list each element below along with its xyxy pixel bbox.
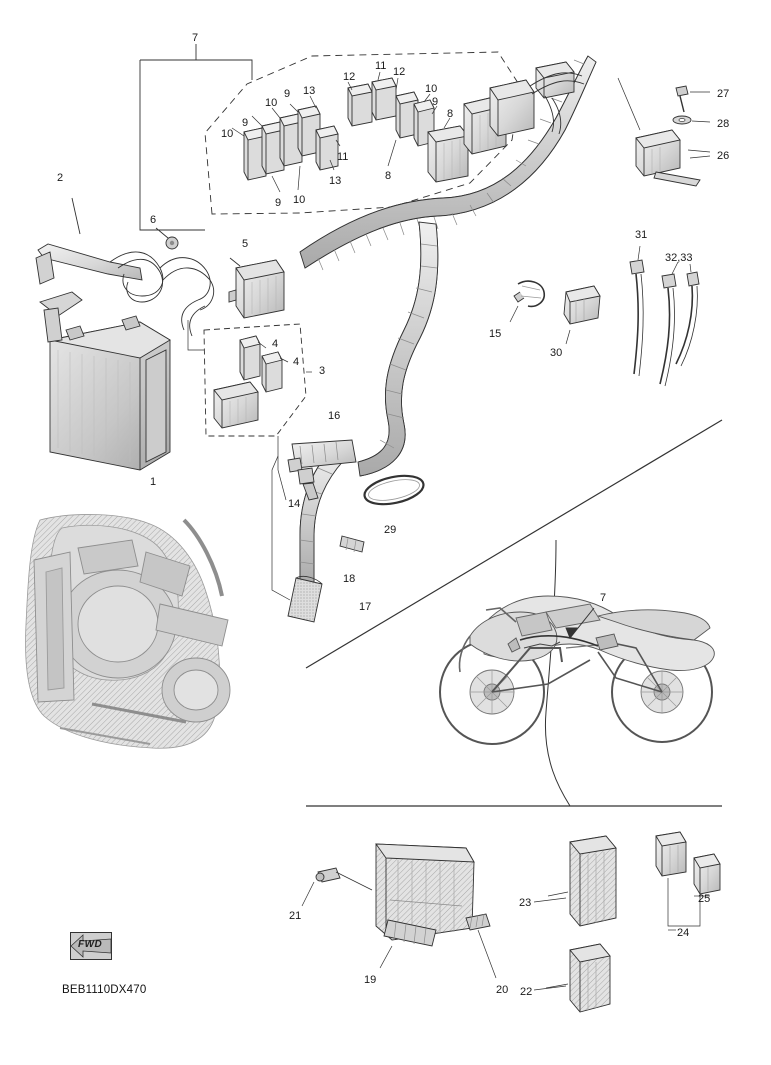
callout-7-bike: 7 xyxy=(600,592,607,604)
callout-31: 31 xyxy=(635,229,648,241)
callout-25: 25 xyxy=(698,893,711,905)
callout-5: 5 xyxy=(242,238,249,250)
callout-11-b: 11 xyxy=(337,151,349,163)
callout-4-b: 4 xyxy=(293,356,300,368)
callout-9-b: 9 xyxy=(432,96,439,108)
fwd-label: FWD xyxy=(78,939,103,950)
callout-9-a: 9 xyxy=(284,88,291,100)
fwd-marker xyxy=(70,932,112,960)
callout-15: 15 xyxy=(489,328,502,340)
callout-23: 23 xyxy=(519,897,532,909)
callout-26: 26 xyxy=(717,150,730,162)
callout-3: 3 xyxy=(319,365,326,377)
callout-27: 27 xyxy=(717,88,730,100)
callout-32-33: 32,33 xyxy=(665,252,693,264)
callout-9-d: 9 xyxy=(275,197,282,209)
callout-9-c: 9 xyxy=(242,117,249,129)
callout-8-a: 8 xyxy=(447,108,454,120)
callout-14: 14 xyxy=(288,498,301,510)
callout-11-a: 11 xyxy=(375,60,387,72)
callout-6: 6 xyxy=(150,214,157,226)
callout-20: 20 xyxy=(496,984,509,996)
callout-10-c: 10 xyxy=(221,128,234,140)
callout-24: 24 xyxy=(677,927,690,939)
callout-28: 28 xyxy=(717,118,730,130)
callout-1: 1 xyxy=(150,476,157,488)
callout-19: 19 xyxy=(364,974,377,986)
callout-2: 2 xyxy=(57,172,64,184)
callout-18: 18 xyxy=(343,573,356,585)
callout-21: 21 xyxy=(289,910,302,922)
callout-7-top: 7 xyxy=(192,32,199,44)
part-code: BEB1110DX470 xyxy=(62,984,147,996)
callout-10-b: 10 xyxy=(425,83,438,95)
callout-10-d: 10 xyxy=(293,194,306,206)
callout-4-a: 4 xyxy=(272,338,279,350)
callout-12-a: 12 xyxy=(343,71,356,83)
callout-10-a: 10 xyxy=(265,97,278,109)
callout-12-b: 12 xyxy=(393,66,406,78)
callout-13-b: 13 xyxy=(329,175,342,187)
callout-13-a: 13 xyxy=(303,85,316,97)
callout-30: 30 xyxy=(550,347,563,359)
callout-17: 17 xyxy=(359,601,372,613)
callout-29: 29 xyxy=(384,524,397,536)
callout-16: 16 xyxy=(328,410,341,422)
callout-22: 22 xyxy=(520,986,533,998)
callout-8-b: 8 xyxy=(385,170,392,182)
